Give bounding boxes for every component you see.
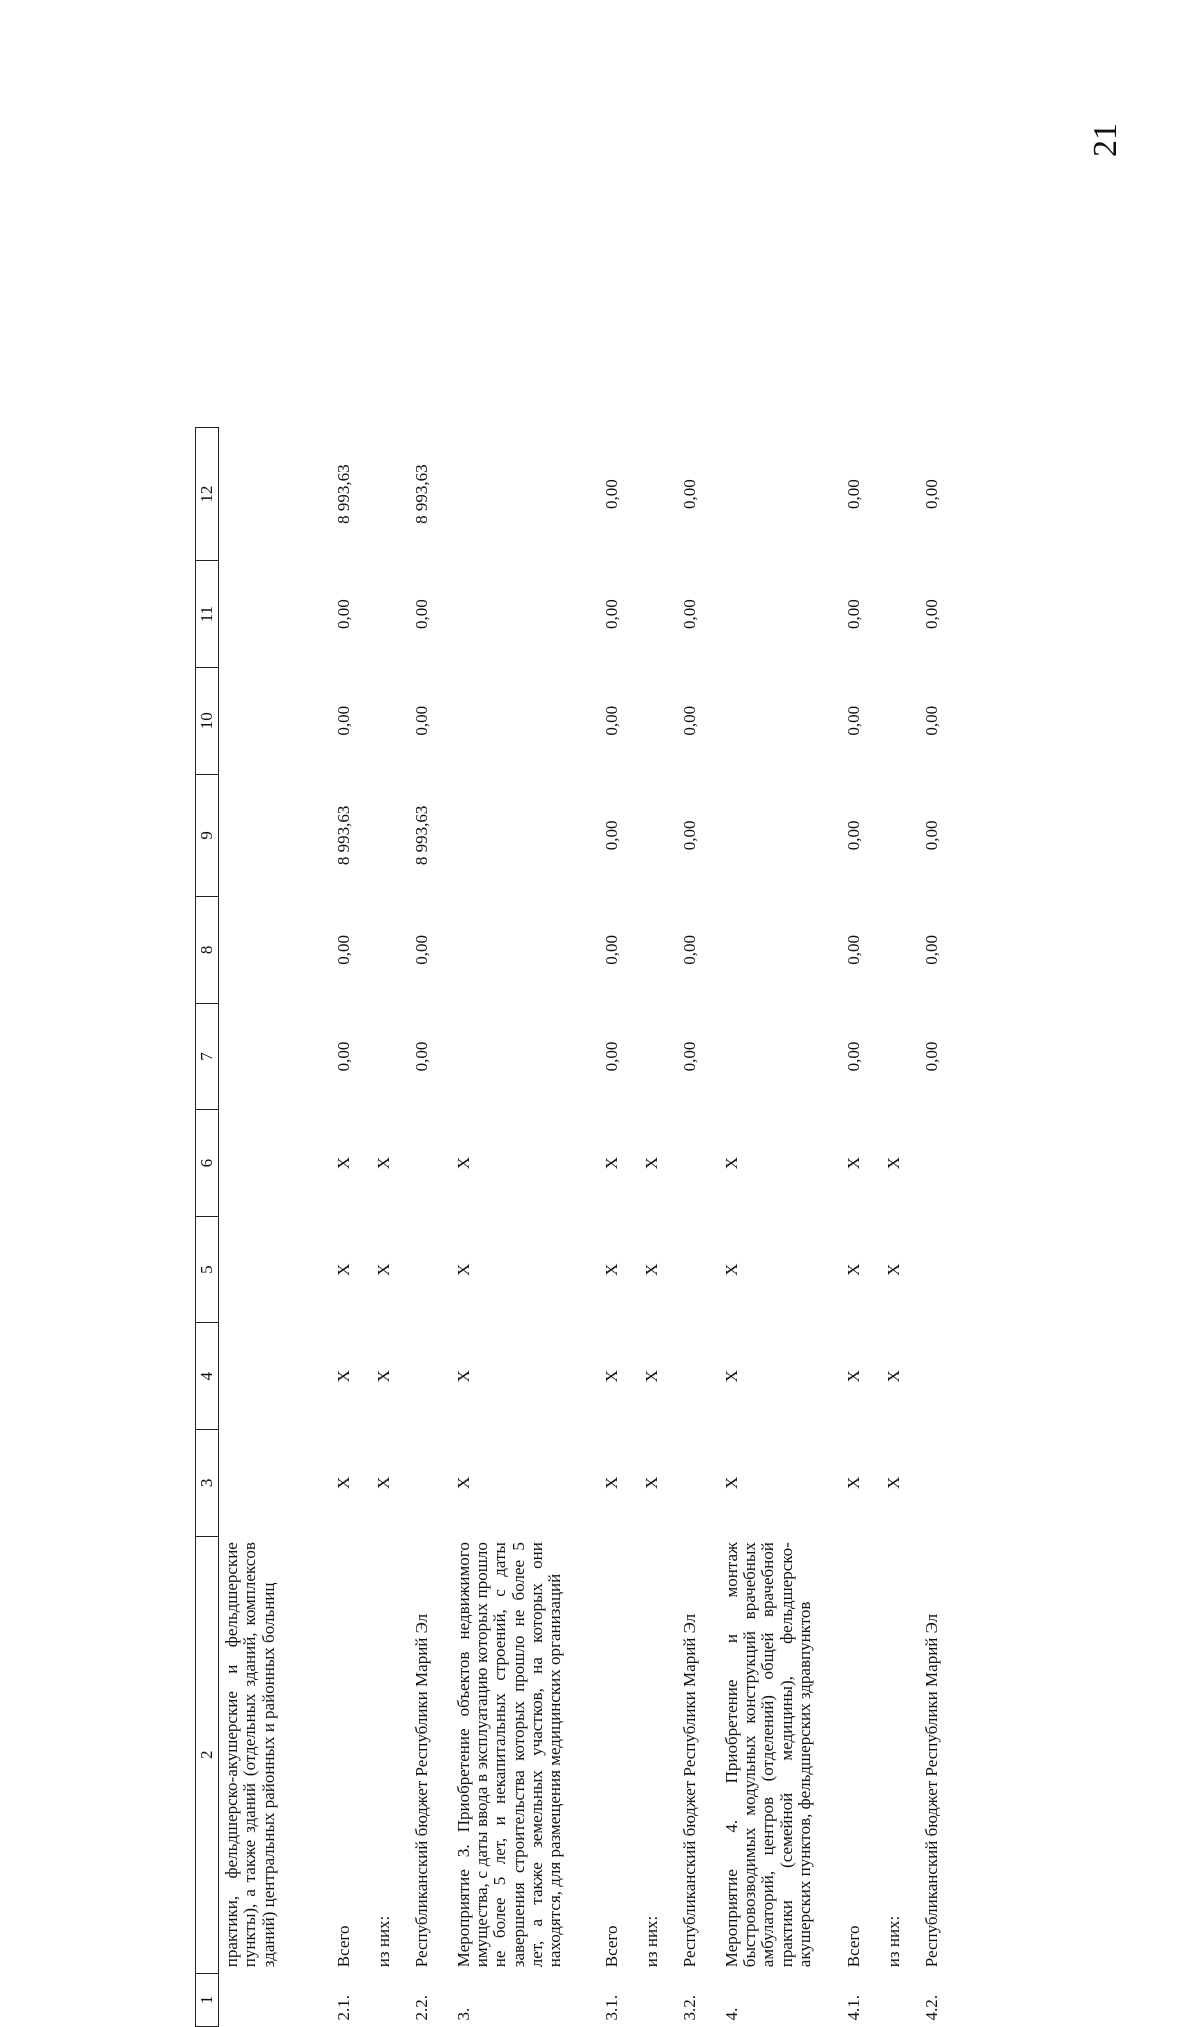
value-cell-12: [447, 428, 595, 561]
value-cell-9: [877, 774, 915, 897]
table-row: [367, 428, 405, 2027]
value-cell-12: 8 993,63: [411, 464, 431, 524]
table-row: [595, 428, 635, 2027]
value-cell-7: [715, 1003, 837, 1110]
row-number-cell: [635, 1973, 673, 2026]
value-cell-10: [447, 667, 595, 774]
value-cell-6: X: [721, 1156, 741, 1170]
row-description-cell: Всего: [601, 1925, 621, 1968]
value-cell-4: X: [843, 1370, 863, 1383]
value-cell-11: 0,00: [843, 599, 863, 629]
value-cell-8: [447, 897, 595, 1004]
value-cell-6: X: [883, 1156, 903, 1170]
value-cell-12: [219, 428, 327, 561]
value-cell-3: X: [453, 1476, 473, 1489]
header-cell: 12: [196, 428, 219, 561]
value-cell-10: [877, 667, 915, 774]
header-cell: 5: [196, 1216, 219, 1323]
header-cell: 9: [196, 774, 219, 897]
value-cell-3: X: [883, 1476, 903, 1489]
row-description-cell: практики, фельдшерско-акушерские и фельдшерские пункты), а также зданий (отдельных зданий, комплексов зданий) центральных районных и районных больниц: [222, 1542, 278, 1968]
value-cell-5: [673, 1216, 715, 1323]
value-cell-5: X: [843, 1263, 863, 1276]
value-cell-3: X: [333, 1476, 353, 1489]
value-cell-7: [447, 1003, 595, 1110]
value-cell-12: 0,00: [921, 479, 941, 510]
table-row: [635, 428, 673, 2027]
value-cell-3: X: [843, 1476, 863, 1489]
value-cell-12: [367, 428, 405, 561]
value-cell-5: X: [721, 1263, 741, 1276]
row-description-cell: Всего: [843, 1925, 863, 1968]
value-cell-6: X: [373, 1156, 393, 1170]
table-row: [715, 428, 837, 2027]
value-cell-6: [673, 1110, 715, 1217]
header-cell: 10: [196, 667, 219, 774]
value-cell-11: [635, 561, 673, 668]
value-cell-11: [367, 561, 405, 668]
row-number-cell: 3.1.: [601, 1995, 621, 2021]
value-cell-7: 0,00: [411, 1041, 431, 1072]
table-row: [327, 428, 367, 2027]
header-cell: 8: [196, 897, 219, 1004]
value-cell-8: 0,00: [601, 935, 621, 965]
value-cell-5: X: [641, 1263, 661, 1276]
financing-table: [195, 427, 957, 2027]
row-description-cell: Республиканский бюджет Республики Марий Эл: [411, 1613, 431, 1968]
row-number-cell: [219, 1973, 327, 2026]
value-cell-4: [915, 1323, 957, 1430]
value-cell-4: X: [453, 1370, 473, 1383]
value-cell-9: 0,00: [601, 820, 621, 851]
value-cell-7: [635, 1003, 673, 1110]
row-number-cell: [877, 1973, 915, 2026]
header-cell: 4: [196, 1323, 219, 1430]
header-cell: 7: [196, 1003, 219, 1110]
value-cell-8: [877, 897, 915, 1004]
header-cell: 1: [196, 1973, 219, 2026]
value-cell-5: X: [333, 1263, 353, 1276]
value-cell-3: [673, 1430, 715, 1537]
value-cell-9: [367, 774, 405, 897]
value-cell-5: [219, 1216, 327, 1323]
value-cell-3: X: [373, 1476, 393, 1489]
value-cell-11: [219, 561, 327, 668]
value-cell-11: [447, 561, 595, 668]
table-row: [447, 428, 595, 2027]
value-cell-10: 0,00: [601, 705, 621, 736]
value-cell-3: X: [641, 1476, 661, 1489]
value-cell-4: [673, 1323, 715, 1430]
value-cell-10: [219, 667, 327, 774]
value-cell-3: [915, 1430, 957, 1537]
row-number-cell: 3.2.: [679, 1995, 699, 2021]
row-number-cell: 3.: [453, 2007, 473, 2021]
value-cell-4: X: [721, 1370, 741, 1383]
value-cell-9: 0,00: [921, 820, 941, 851]
value-cell-4: X: [373, 1370, 393, 1383]
value-cell-11: 0,00: [411, 599, 431, 629]
header-cell: 3: [196, 1430, 219, 1537]
value-cell-7: [367, 1003, 405, 1110]
value-cell-7: 0,00: [843, 1041, 863, 1072]
table-row: [877, 428, 915, 2027]
value-cell-7: 0,00: [679, 1041, 699, 1072]
value-cell-4: X: [333, 1370, 353, 1383]
header-cell: 11: [196, 561, 219, 668]
value-cell-11: 0,00: [333, 599, 353, 629]
value-cell-3: [219, 1430, 327, 1537]
value-cell-9: [715, 774, 837, 897]
header-cell: 6: [196, 1110, 219, 1217]
rotated-table-container: [195, 377, 965, 2027]
value-cell-6: [915, 1110, 957, 1217]
value-cell-5: X: [601, 1263, 621, 1276]
value-cell-3: X: [721, 1476, 741, 1489]
row-number-cell: 4.: [721, 2007, 741, 2021]
row-description-cell: Мероприятие 3. Приобретение объектов недвижимого имущества, с даты ввода в эксплуатацию которых прошло не более 5 лет, и некапитальных строений, с даты завершения строительства которых прошло не более 5 лет, а также земельных участков, на которых они находятся, для размещения медицинских организаций: [453, 1542, 565, 1968]
value-cell-9: 0,00: [679, 820, 699, 851]
value-cell-12: 0,00: [601, 479, 621, 510]
value-cell-12: [877, 428, 915, 561]
row-description-cell: Республиканский бюджет Республики Марий Эл: [679, 1613, 699, 1968]
value-cell-7: 0,00: [601, 1041, 621, 1072]
value-cell-11: [877, 561, 915, 668]
value-cell-6: [405, 1110, 447, 1217]
value-cell-6: [219, 1110, 327, 1217]
value-cell-6: X: [453, 1156, 473, 1170]
row-description-cell: Всего: [333, 1925, 353, 1968]
value-cell-9: 8 993,63: [411, 805, 431, 866]
value-cell-7: 0,00: [921, 1041, 941, 1072]
value-cell-8: 0,00: [843, 935, 863, 965]
value-cell-12: 8 993,63: [333, 464, 353, 524]
row-description-cell: из них:: [883, 1915, 903, 1968]
header-cell: 2: [196, 1536, 219, 1973]
page-number: 21: [1087, 123, 1124, 157]
row-number-cell: 4.2.: [921, 1995, 941, 2021]
value-cell-7: [219, 1003, 327, 1110]
value-cell-4: [219, 1323, 327, 1430]
row-description-cell: Мероприятие 4. Приобретение и монтаж быстровозводимых модульных конструкций врачебных амбулаторий, центров (отделений) общей врачебной практики (семейной медицины), фельдшерско-акушерских пунктов, фельдшерских здравпунктов: [721, 1542, 814, 1968]
row-number-cell: 2.2.: [411, 1995, 431, 2021]
value-cell-5: [405, 1216, 447, 1323]
value-cell-10: [715, 667, 837, 774]
value-cell-4: X: [641, 1370, 661, 1383]
value-cell-8: 0,00: [921, 935, 941, 965]
value-cell-11: 0,00: [601, 599, 621, 629]
value-cell-8: 0,00: [411, 935, 431, 965]
value-cell-8: [219, 897, 327, 1004]
table-row: [219, 428, 327, 2027]
row-description-cell: из них:: [641, 1915, 661, 1968]
column-number-header: [196, 428, 219, 2027]
value-cell-3: X: [601, 1476, 621, 1489]
value-cell-9: [635, 774, 673, 897]
value-cell-10: 0,00: [679, 705, 699, 736]
row-description-cell: Республиканский бюджет Республики Марий Эл: [921, 1613, 941, 1968]
value-cell-10: 0,00: [411, 705, 431, 736]
row-number-cell: 4.1.: [843, 1995, 863, 2021]
value-cell-7: [877, 1003, 915, 1110]
value-cell-8: 0,00: [679, 935, 699, 965]
value-cell-12: 0,00: [679, 479, 699, 510]
value-cell-8: 0,00: [333, 935, 353, 965]
value-cell-9: 0,00: [843, 820, 863, 851]
table-row: [673, 428, 715, 2027]
value-cell-12: [715, 428, 837, 561]
value-cell-10: [635, 667, 673, 774]
value-cell-11: 0,00: [679, 599, 699, 629]
value-cell-9: [219, 774, 327, 897]
value-cell-4: X: [883, 1370, 903, 1383]
value-cell-5: X: [453, 1263, 473, 1276]
value-cell-5: X: [883, 1263, 903, 1276]
value-cell-9: [447, 774, 595, 897]
value-cell-12: [635, 428, 673, 561]
table-row: [915, 428, 957, 2027]
table-row: [405, 428, 447, 2027]
value-cell-6: X: [843, 1156, 863, 1170]
row-number-cell: [367, 1973, 405, 2026]
value-cell-11: 0,00: [921, 599, 941, 629]
value-cell-9: 8 993,63: [333, 805, 353, 866]
value-cell-5: [915, 1216, 957, 1323]
row-number-cell: 2.1.: [333, 1995, 353, 2021]
row-description-cell: из них:: [373, 1915, 393, 1968]
value-cell-11: [715, 561, 837, 668]
value-cell-4: [405, 1323, 447, 1430]
value-cell-6: X: [601, 1156, 621, 1170]
value-cell-10: 0,00: [333, 705, 353, 736]
value-cell-12: 0,00: [843, 479, 863, 510]
value-cell-7: 0,00: [333, 1041, 353, 1072]
value-cell-10: 0,00: [921, 705, 941, 736]
value-cell-10: [367, 667, 405, 774]
value-cell-8: [635, 897, 673, 1004]
table-row: [837, 428, 877, 2027]
value-cell-10: 0,00: [843, 705, 863, 736]
value-cell-5: X: [373, 1263, 393, 1276]
value-cell-3: [405, 1430, 447, 1537]
value-cell-8: [715, 897, 837, 1004]
value-cell-6: X: [641, 1156, 661, 1170]
value-cell-4: X: [601, 1370, 621, 1383]
value-cell-6: X: [333, 1156, 353, 1170]
value-cell-8: [367, 897, 405, 1004]
